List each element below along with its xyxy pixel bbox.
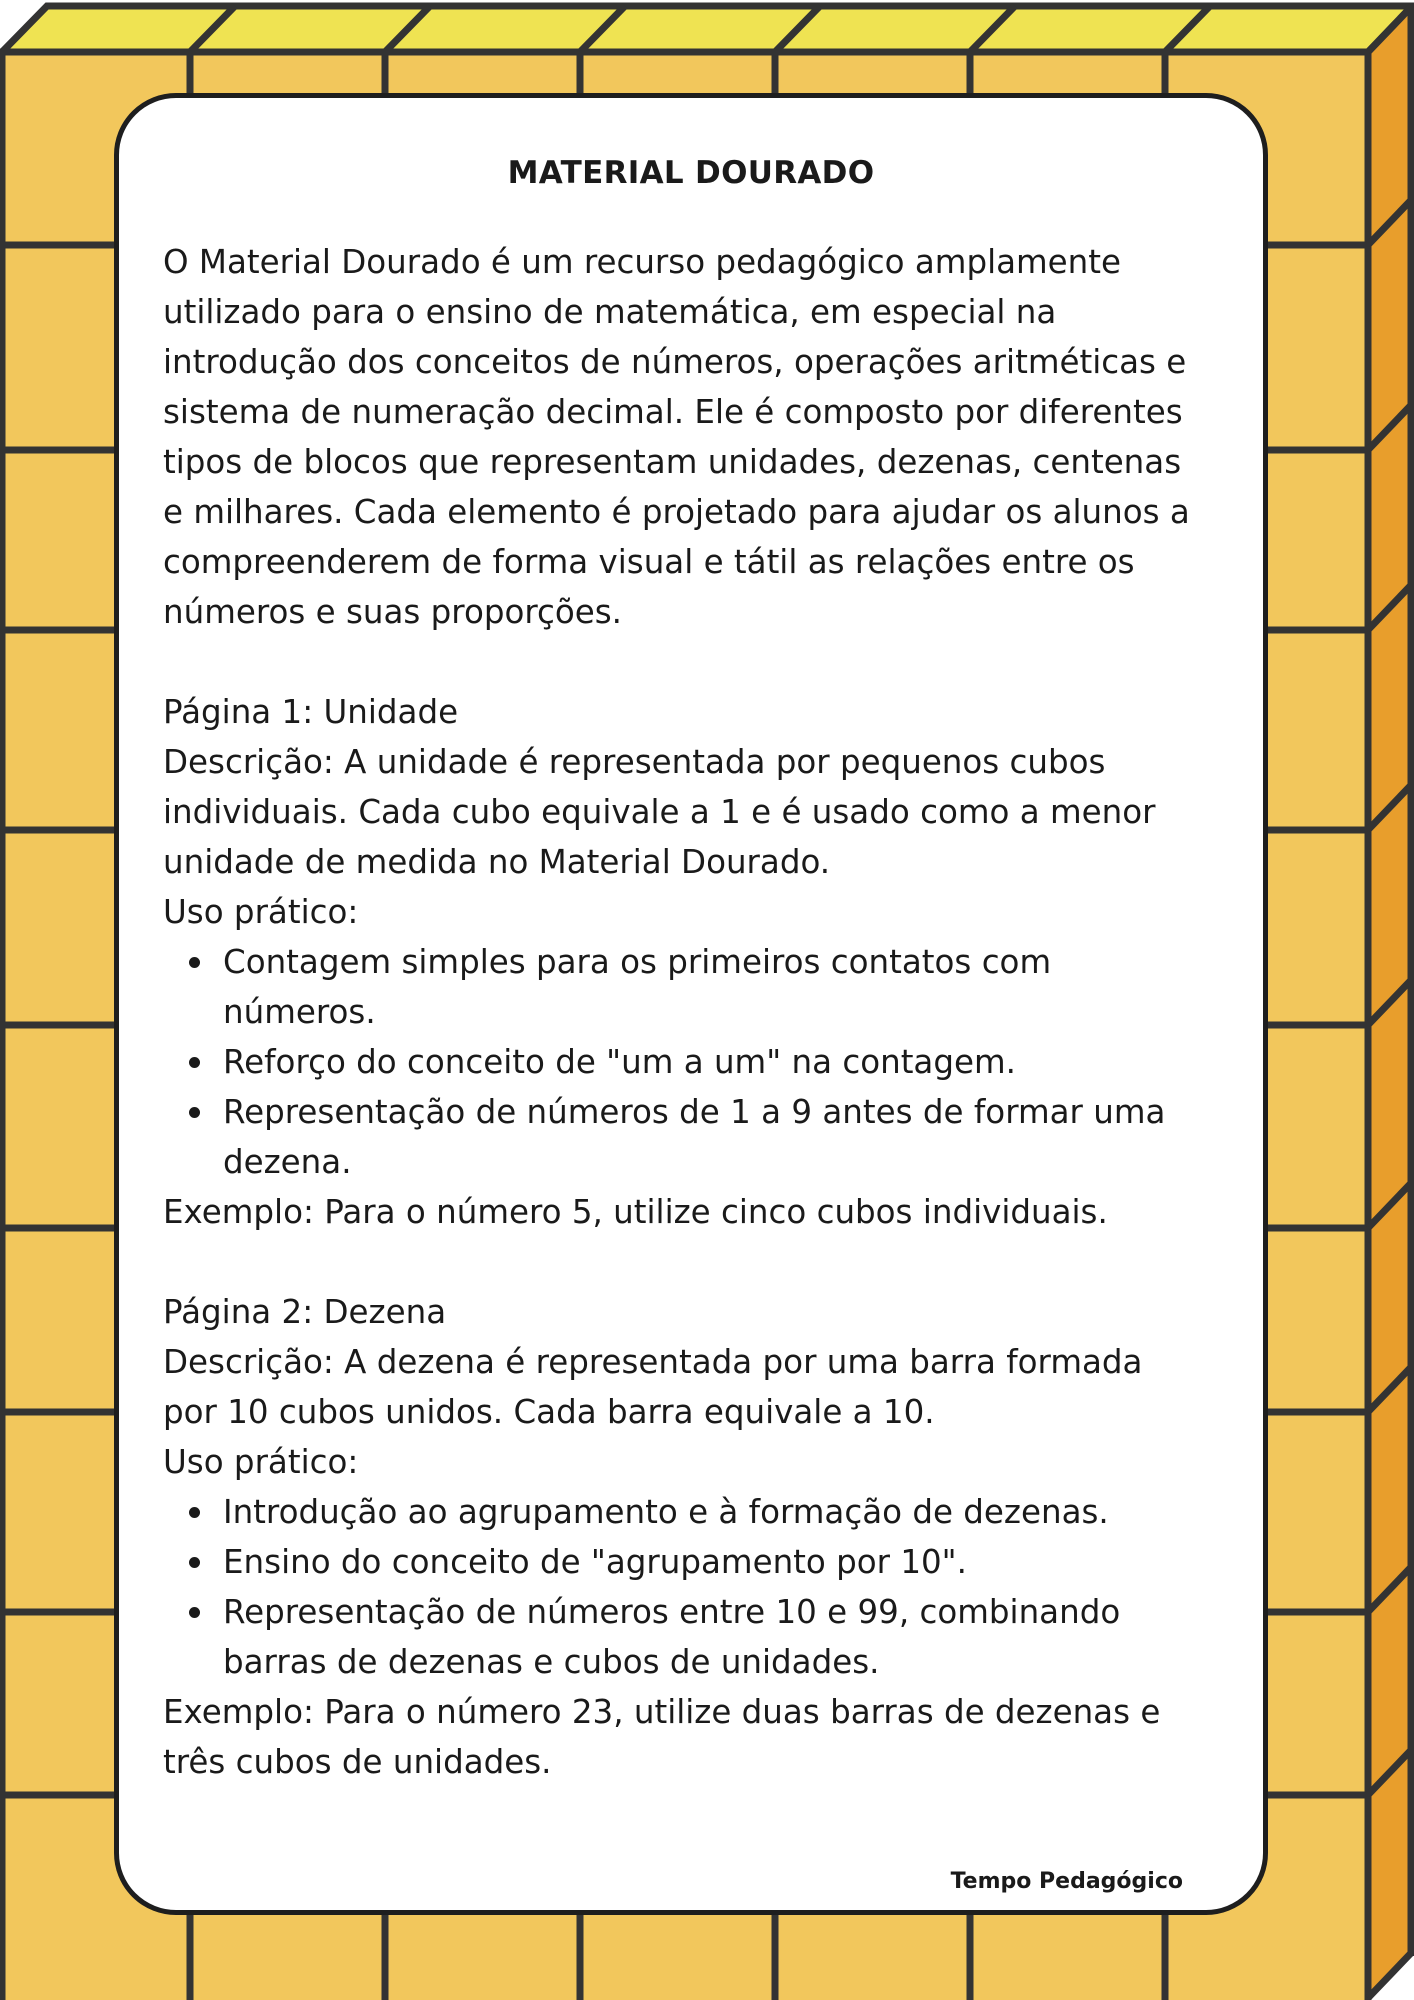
info-card (114, 93, 1268, 1915)
list-item: Reforço do conceito de "um a um" na contagem. (223, 1037, 1203, 1087)
card-content (163, 237, 1203, 1787)
section-description: Descrição: A unidade é representada por pequenos cubos individuais. Cada cubo equivale a 1 e é usado como a menor unidade de medida no Material Dourado. (163, 743, 1156, 881)
page-title: MATERIAL DOURADO (507, 155, 875, 191)
usage-label: Uso prático: (163, 1443, 359, 1481)
usage-label: Uso prático: (163, 893, 359, 931)
spacer (163, 1237, 1203, 1287)
section-heading: Página 2: Dezena (163, 1293, 447, 1331)
list-item: Ensino do conceito de "agrupamento por 10". (223, 1537, 1203, 1587)
list-item: Representação de números entre 10 e 99, combinando barras de dezenas e cubos de unidades. (223, 1587, 1203, 1687)
spacer (163, 637, 1203, 687)
section-example: Exemplo: Para o número 5, utilize cinco cubos individuais. (163, 1193, 1108, 1231)
section-example: Exemplo: Para o número 23, utilize duas barras de dezenas e três cubos de unidades. (163, 1693, 1161, 1781)
intro-paragraph: O Material Dourado é um recurso pedagógico amplamente utilizado para o ensino de matemática, em especial na introdução dos conceitos de números, operações aritméticas e sistema de numeração decimal. Ele é composto por diferentes tipos de blocos que representam unidades, dezenas, centenas e milhares. Cada elemento é projetado para ajudar os alunos a compreenderem de forma visual e tátil as relações entre os números e suas proporções. (163, 243, 1190, 631)
footer-brand: Tempo Pedagógico (950, 1869, 1183, 1894)
section-heading: Página 1: Unidade (163, 693, 459, 731)
list-item: Introdução ao agrupamento e à formação de dezenas. (223, 1487, 1203, 1537)
usage-list (163, 1487, 1203, 1687)
usage-list (163, 937, 1203, 1187)
list-item: Contagem simples para os primeiros contatos com números. (223, 937, 1203, 1037)
section-description: Descrição: A dezena é representada por uma barra formada por 10 cubos unidos. Cada barra equivale a 10. (163, 1343, 1143, 1431)
list-item: Representação de números de 1 a 9 antes de formar uma dezena. (223, 1087, 1203, 1187)
